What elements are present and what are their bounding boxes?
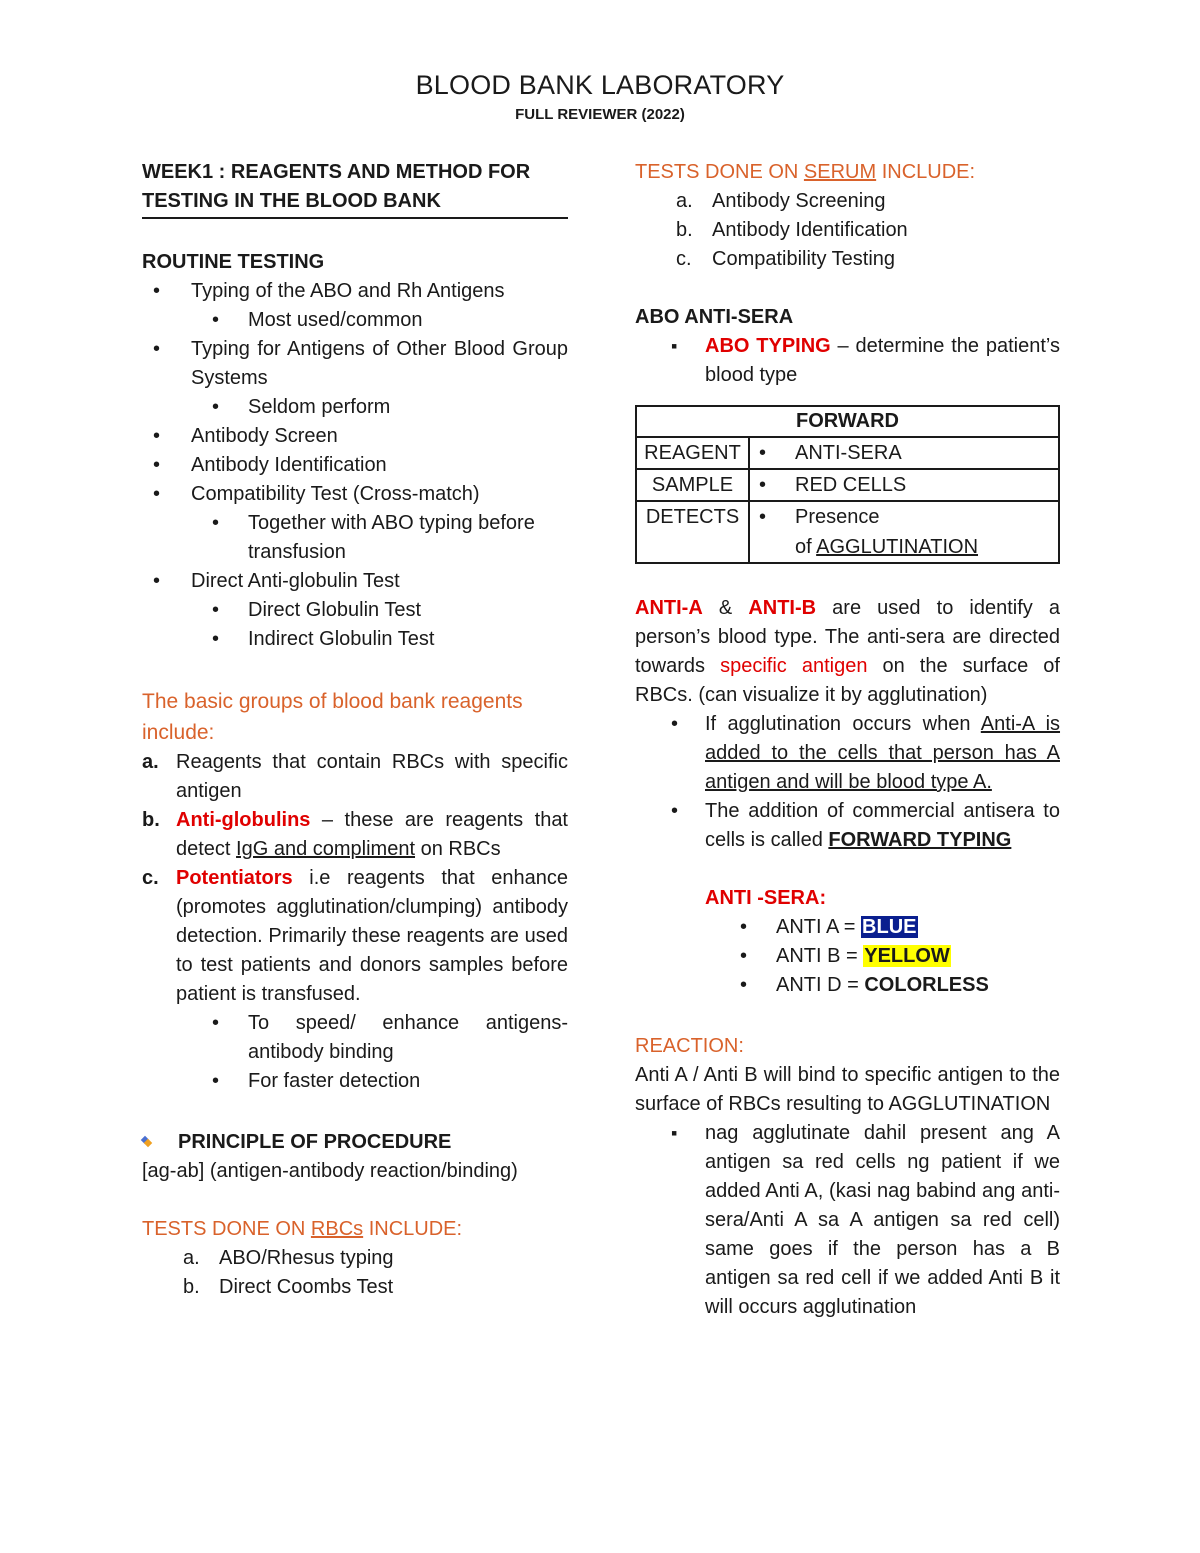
principle-text: [ag-ab] (antigen-antibody reaction/binding) (142, 1160, 518, 1182)
list-item: • Compatibility Test (Cross-match) (142, 480, 568, 509)
list-item: b. Antibody Identification (676, 219, 908, 241)
list-item: • Antibody Screen (142, 422, 568, 451)
antisera-colors-list (635, 913, 1060, 1000)
list-item: • The addition of commercial antisera to cells is called FORWARD TYPING (635, 797, 1060, 855)
list-item: • Antibody Identification (142, 451, 568, 480)
right-column (635, 158, 1060, 1322)
list-item: b. Direct Coombs Test (183, 1276, 394, 1298)
list-item: ▪ ABO TYPING – determine the patient’s blood type (635, 332, 1060, 390)
left-column (142, 158, 568, 1302)
list-item: • Direct Globulin Test (142, 596, 568, 625)
rbc-tests-heading: TESTS DONE ON RBCs INCLUDE: (142, 1218, 463, 1240)
list-item: • Together with ABO typing before transfusion (142, 509, 568, 567)
list-item: c. Potentiators i.e reagents that enhance (promotes agglutination/clumping) antibody detection. Primarily these reagents are used to test patients and donors samples before patient is transfused. (142, 867, 568, 1005)
table-header: FORWARD (636, 406, 1059, 437)
yellow-highlight: YELLOW (864, 945, 950, 967)
principle-heading: PRINCIPLE OF PROCEDURE (142, 1128, 568, 1157)
list-item: • Typing of the ABO and Rh Antigens (142, 277, 568, 306)
list-item: a. Reagents that contain RBCs with specific antigen (142, 751, 568, 802)
list-item: • Typing for Antigens of Other Blood Group Systems (142, 335, 568, 393)
routine-testing-list (142, 277, 568, 654)
table-row: DETECTS • Presence of AGGLUTINATION (636, 501, 1059, 563)
list-item: • ANTI A = BLUE (635, 913, 1060, 942)
reagent-groups-heading: The basic groups of blood bank reagents include: (142, 690, 523, 744)
document-subtitle: FULL REVIEWER (2022) (515, 106, 685, 123)
list-item: • For faster detection (142, 1067, 568, 1096)
list-item: c. Compatibility Testing (676, 248, 896, 270)
list-item: ▪ nag agglutinate dahil present ang A antigen sa red cells ng patient if we added Anti A, (kasi nag babind ang anti-sera/Anti A sa A antigen sa red cell) same goes if the person has a B antigen sa red cell if we added Anti B it will occurs agglutination (635, 1119, 1060, 1322)
serum-tests-heading: TESTS DONE ON SERUM INCLUDE: (635, 161, 976, 183)
anti-ab-paragraph: ANTI-A & ANTI-B are used to identify a person’s blood type. The anti-sera are directed towards specific antigen on the surface of RBCs. (can visualize it by agglutination) (635, 597, 1061, 706)
reaction-heading: REACTION: (635, 1035, 744, 1057)
anti-ab-list (635, 710, 1060, 855)
list-item: b. Anti-globulins – these are reagents that detect IgG and compliment on RBCs (142, 809, 568, 860)
abo-list (635, 332, 1060, 390)
reaction-text: Anti A / Anti B will bind to specific antigen to the surface of RBCs resulting to AGGLUTINATION (635, 1064, 1060, 1115)
week1-heading: WEEK1 : REAGENTS AND METHOD FOR TESTING IN THE BLOOD BANK (142, 158, 568, 219)
list-item: • To speed/ enhance antigens-antibody binding (142, 1009, 568, 1067)
list-item: • Seldom perform (142, 393, 568, 422)
forward-typing-table (635, 405, 1060, 564)
table-row: SAMPLE • RED CELLS (636, 469, 1059, 501)
list-item: • Direct Anti-globulin Test (142, 567, 568, 596)
list-item: • If agglutination occurs when Anti-A is added to the cells that person has A antigen and will be blood type A. (635, 710, 1060, 797)
antisera-colors-heading: ANTI -SERA: (705, 887, 827, 909)
list-item: • Indirect Globulin Test (142, 625, 568, 654)
list-item: a. Antibody Screening (676, 190, 886, 212)
abo-antisera-heading: ABO ANTI-SERA (635, 306, 794, 328)
potentiator-sublist (142, 1009, 568, 1096)
reaction-list (635, 1119, 1060, 1322)
blue-highlight: BLUE (862, 916, 917, 938)
table-row: REAGENT • ANTI-SERA (636, 437, 1059, 469)
list-item: • ANTI B = YELLOW (635, 942, 1060, 971)
list-item: a. ABO/Rhesus typing (183, 1247, 394, 1269)
list-item: • Most used/common (142, 306, 568, 335)
routine-testing-heading: ROUTINE TESTING (142, 251, 325, 273)
list-item: • ANTI D = COLORLESS (635, 971, 1060, 1000)
diamond-bullet-icon (142, 1137, 151, 1146)
document-title: BLOOD BANK LABORATORY (415, 70, 785, 100)
